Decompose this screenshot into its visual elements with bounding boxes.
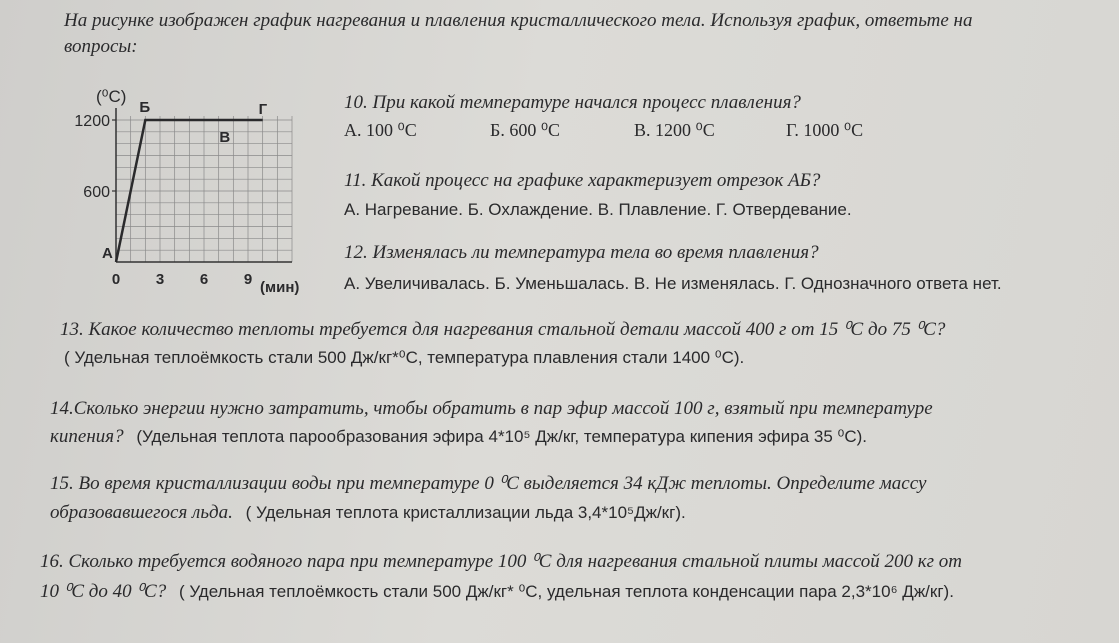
q16-text-cont: 10 ⁰С до 40 ⁰С? [40,581,167,602]
q13-text: 13. Какое количество теплоты требуется для нагревания стальной детали массой 400 г от 15 ⁰С до 75 ⁰С? [60,319,946,340]
point-label: Г [258,101,268,118]
q14-line-2 [50,426,867,448]
q12-answers: А. Увеличивалась. Б. Уменьшалась. В. Не изменялась. Г. Однозначного ответа нет. [344,274,1002,293]
q15-text: 15. Во время кристаллизации воды при температуре 0 ⁰С выделяется 34 кДж теплоты. Определите массу [50,473,927,494]
q10-text: 10. При какой температуре начался процесс плавления? [344,92,801,113]
y-tick-label: 600 [83,184,110,201]
y-axis-label: (⁰C) [96,87,127,106]
q11-text: 11. Какой процесс на графике характеризует отрезок АБ? [344,170,821,191]
q11-answers: А. Нагревание. Б. Охлаждение. В. Плавление. Г. Отвердевание. [344,200,852,219]
intro-line-1: На рисунке изображен график нагревания и плавления кристаллического тела. Используя график, ответьте на [64,10,973,31]
q16-data: ( Удельная теплоёмкость стали 500 Дж/кг* ⁰С, удельная теплота конденсации пара 2,3*10⁶ Дж/кг). [178,582,954,601]
x-axis-label: (мин) [260,279,300,296]
x-tick-label: 9 [243,271,253,288]
q15-line-2 [50,502,686,524]
y-tick-label: 1200 [74,113,110,130]
q14-text-cont: кипения? [50,426,124,447]
q10-option-a: А. 100 ⁰С [344,120,417,140]
x-tick-label: 0 [111,271,121,288]
q15-data: ( Удельная теплота кристаллизации льда 3,4*10⁵Дж/кг). [245,503,686,522]
q13-data: ( Удельная теплоёмкость стали 500 Дж/кг*⁰С, температура плавления стали 1400 ⁰С). [64,348,745,367]
q16-line-2 [40,580,954,603]
q12-text: 12. Изменялась ли температура тела во время плавления? [344,242,819,263]
x-tick-label: 3 [155,271,165,288]
q10-option-d: Г. 1000 ⁰С [786,120,864,140]
q14-text: 14.Сколько энергии нужно затратить, чтобы обратить в пар эфир массой 100 г, взятый при температуре [50,398,933,419]
intro-line-2: вопросы: [64,36,138,57]
q10-option-c: В. 1200 ⁰С [634,120,715,140]
x-tick-label: 6 [199,271,209,288]
point-label: А [102,245,113,262]
q16-text: 16. Сколько требуется водяного пара при температуре 100 ⁰С для нагревания стальной плиты массой 200 кг от [40,551,962,572]
heating-melting-graph [60,80,330,300]
q10-option-b: Б. 600 ⁰С [490,120,561,140]
point-label: В [219,129,231,146]
q14-data: (Удельная теплота парообразования эфира 4*10⁵ Дж/кг, температура кипения эфира 35 ⁰С). [136,427,868,446]
point-label: Б [139,99,151,116]
q15-text-cont: образовавшегося льда. [50,502,233,523]
